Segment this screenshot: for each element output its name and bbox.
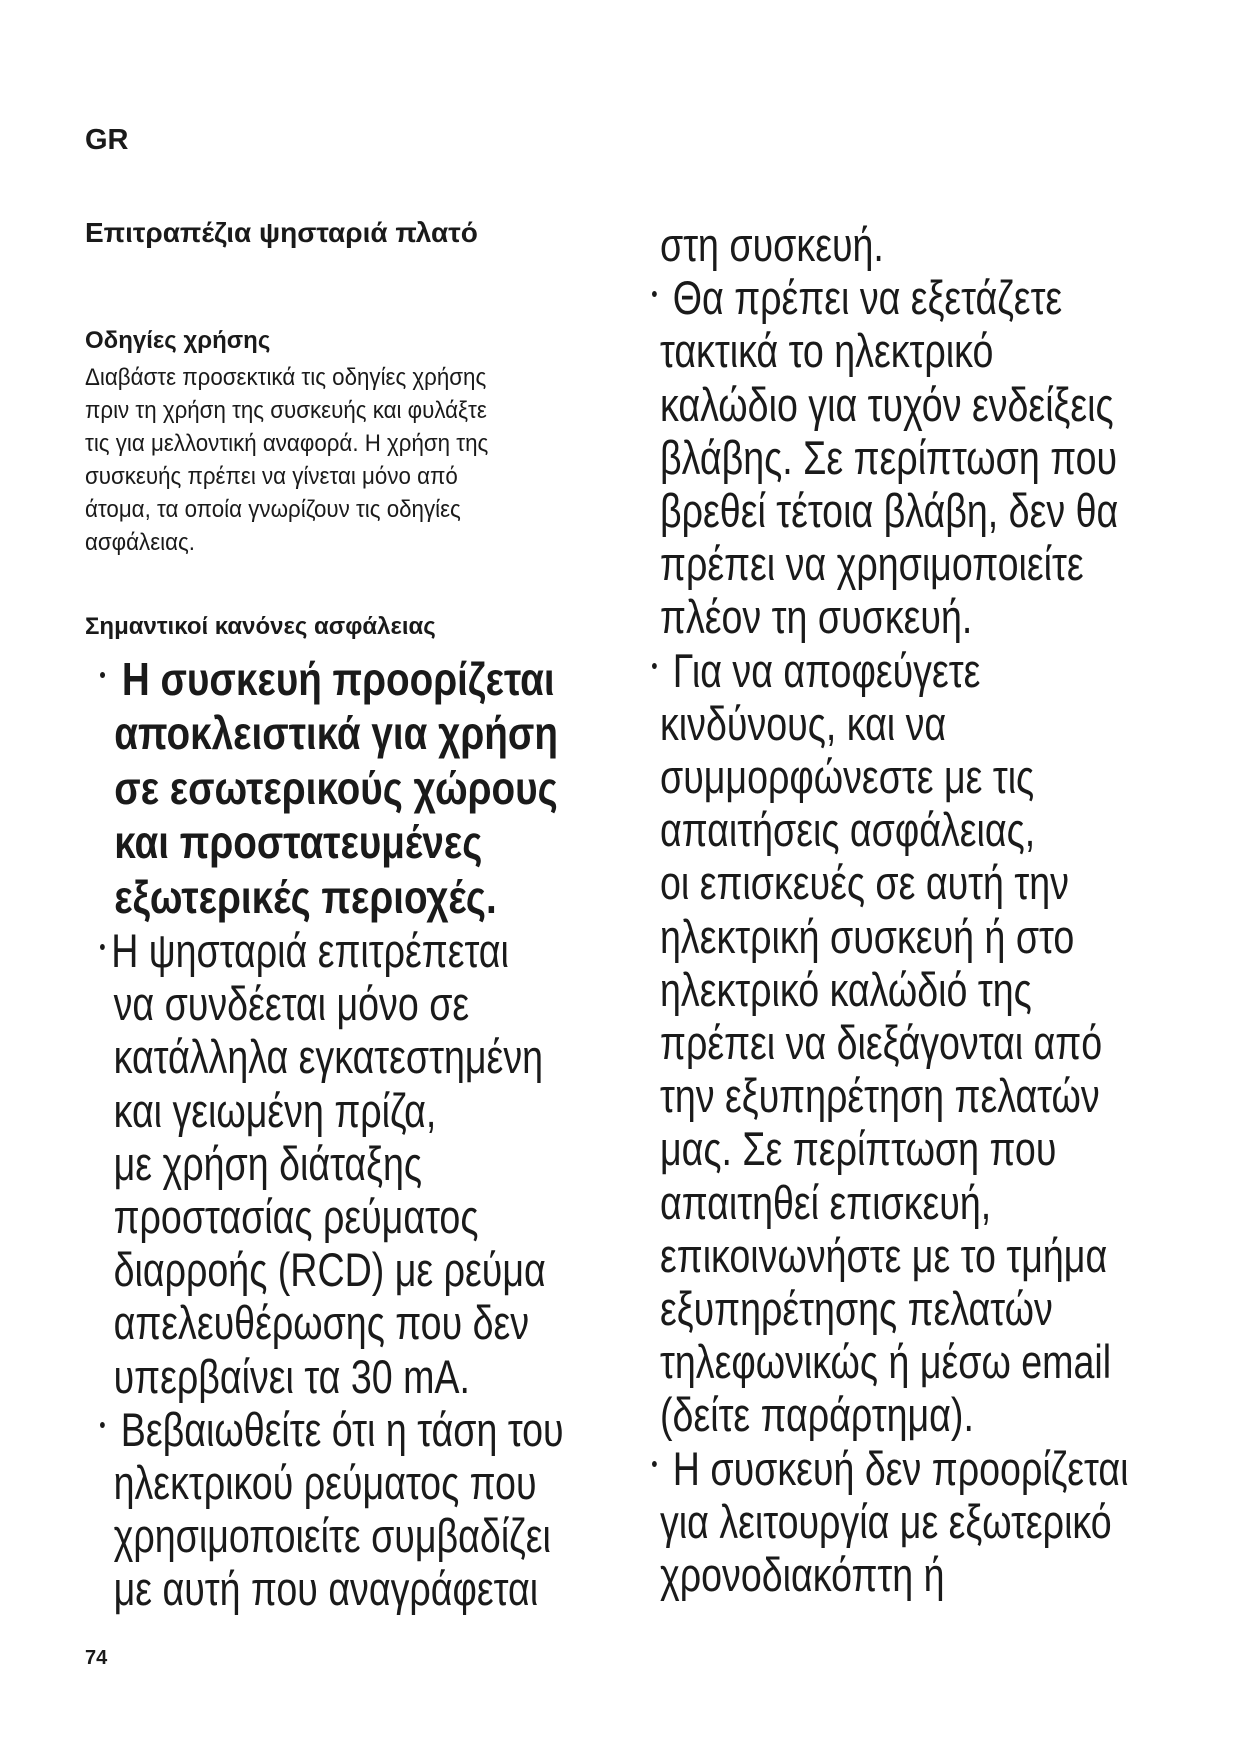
bullet-line: σε εσωτερικούς χώρους — [114, 761, 558, 814]
page-number: 74 — [85, 1647, 108, 1669]
safety-heading: Σημαντικοί κανόνες ασφάλειας — [85, 613, 436, 640]
bullet-timer — [652, 1442, 1241, 1602]
bullet-line: ηλεκτρική συσκευή ή στο — [660, 909, 1075, 963]
bullet-line: πρέπει να διεξάγονται από — [660, 1016, 1103, 1070]
bullet-text: Βεβαιωθείτε ότι η τάση του — [120, 1402, 564, 1456]
bullet-line — [100, 1403, 564, 1456]
bullet-cable-check — [652, 271, 1241, 643]
bullet-line: πρέπει να χρησιμοποιείτε — [660, 537, 1084, 591]
bullet-text: Η συσκευή προορίζεται — [121, 653, 555, 705]
bullet-line: χρονοδιακόπτη ή — [660, 1548, 945, 1602]
bullet-text: Για να αποφεύγετε — [672, 643, 981, 697]
bullet-line: συμμορφώνεστε με τις — [660, 750, 1035, 804]
bullet-line: με αυτή που αναγράφεται — [113, 1562, 539, 1616]
bullet-line: ηλεκτρικού ρεύματος που — [113, 1456, 537, 1510]
bullet-dot-icon — [100, 944, 105, 950]
instructions-line: Διαβάστε προσεκτικά τις οδηγίες χρήσης — [85, 364, 487, 391]
bullet-line: για λειτουργία με εξωτερικό — [660, 1494, 1112, 1548]
bullet-text: Η συσκευή δεν προορίζεται — [672, 1441, 1129, 1495]
bullet-dot-icon — [100, 672, 105, 678]
bullet-line: εξυπηρέτησης πελατών — [660, 1282, 1053, 1336]
bullet-line: την εξυπηρέτηση πελατών — [660, 1069, 1100, 1123]
bullet-line: υπερβαίνει τα 30 mA. — [113, 1349, 470, 1403]
bullet-line: και γειωμένη πρίζα, — [113, 1083, 437, 1137]
bullet-line: χρησιμοποιείτε συμβαδίζει — [113, 1509, 551, 1563]
bullet-line: στη συσκευή. — [660, 218, 884, 271]
bullet-line: και προστατευμένες — [114, 816, 483, 869]
bullet-repairs — [652, 644, 1241, 1442]
bullet-line: κατάλληλα εγκατεστημένη — [113, 1030, 544, 1084]
instructions-line: συσκευής πρέπει να γίνεται μόνο από — [85, 463, 458, 490]
bullet-line: προστασίας ρεύματος — [113, 1190, 479, 1244]
bullet-line: διαρροής (RCD) με ρεύμα — [113, 1243, 546, 1297]
bullet-line: βρεθεί τέτοια βλάβη, δεν θα — [660, 484, 1119, 538]
instructions-paragraph — [85, 361, 488, 559]
bullet-line: να συνδέεται μόνο σε — [113, 977, 470, 1031]
bullet-dot-icon — [652, 1461, 657, 1467]
safety-list-right — [652, 218, 1241, 1601]
bullet-line: τηλεφωνικώς ή μέσω email — [660, 1335, 1112, 1389]
bullet-line: ηλεκτρικό καλώδιό της — [660, 962, 1032, 1016]
bullet-line: απαιτήσεις ασφάλειας, — [660, 803, 1036, 857]
bullet-line: απαιτηθεί επισκευή, — [660, 1175, 992, 1229]
bullet-voltage-check — [100, 1403, 680, 1616]
bullet-dot-icon — [100, 1422, 105, 1428]
bullet-line — [652, 1442, 1128, 1495]
bullet-line: με χρήση διάταξης — [113, 1136, 423, 1190]
bullet-line: κινδύνους, και να — [660, 696, 947, 750]
bullet-grounded-socket — [100, 924, 680, 1403]
instructions-line: τις για μελλοντική αναφορά. Η χρήση της — [85, 430, 489, 457]
instructions-line: άτομα, τα οποία γνωρίζουν τις οδηγίες — [85, 496, 461, 523]
bullet-line: βλάβης. Σε περίπτωση που — [660, 430, 1118, 484]
bullet-continuation — [652, 218, 1241, 271]
bullet-indoor-use — [100, 652, 680, 924]
document-title: Επιτραπέζια ψησταριά πλατό — [85, 217, 478, 248]
safety-list-left — [100, 652, 680, 1616]
bullet-line: αποκλειστικά για χρήση — [114, 707, 558, 760]
bullet-dot-icon — [652, 663, 657, 669]
bullet-line — [652, 271, 1128, 324]
bullet-line: επικοινωνήστε με το τμήμα — [660, 1228, 1108, 1282]
bullet-line: μας. Σε περίπτωση που — [660, 1122, 1057, 1176]
language-code: GR — [85, 124, 129, 156]
bullet-line — [652, 644, 1128, 697]
instructions-line: πριν τη χρήση της συσκευής και φυλάξτε — [85, 397, 487, 424]
bullet-line: εξωτερικές περιοχές. — [114, 870, 497, 923]
bullet-line: πλέον τη συσκευή. — [660, 590, 973, 644]
bullet-line: καλώδιο για τυχόν ενδείξεις — [660, 377, 1114, 431]
bullet-line — [100, 652, 587, 706]
bullet-dot-icon — [652, 291, 657, 297]
bullet-text: Η ψησταριά επιτρέπεται — [111, 924, 509, 978]
bullet-line: τακτικά το ηλεκτρικό — [660, 324, 994, 378]
instructions-heading: Οδηγίες χρήσης — [85, 327, 271, 354]
bullet-line — [100, 924, 564, 977]
bullet-line: οι επισκευές σε αυτή την — [660, 856, 1069, 910]
bullet-text: Θα πρέπει να εξετάζετε — [672, 271, 1063, 325]
bullet-line: (δείτε παράρτημα). — [660, 1388, 974, 1442]
bullet-line: απελευθέρωσης που δεν — [113, 1296, 530, 1350]
instructions-line: ασφάλειας. — [85, 529, 195, 556]
